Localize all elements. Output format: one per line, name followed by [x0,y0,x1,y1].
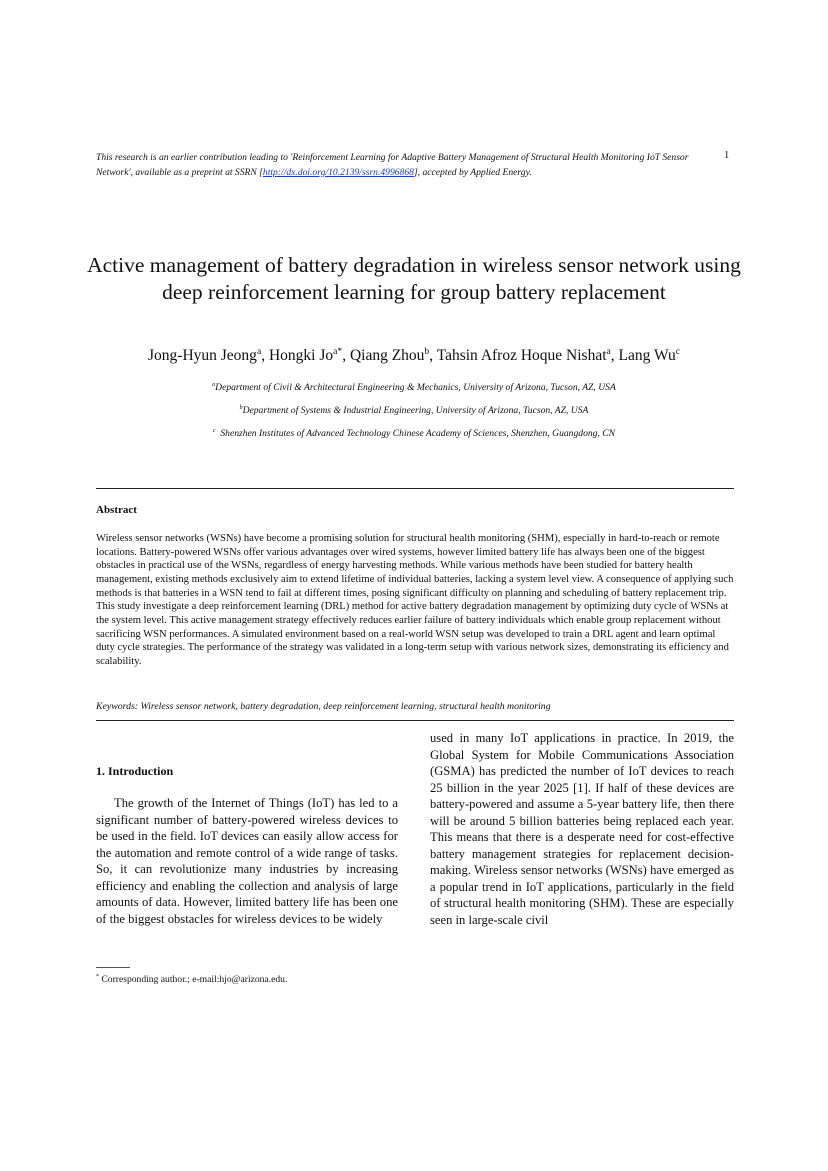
abstract-text: Wireless sensor networks (WSNs) have become a promising solution for structural health monitoring (SHM), especially in hard-to-reach or remote locations. Battery-powered WSNs offer various advantages over wired systems, however limited battery life has always been one of the biggest obstacles in practical use of the WSNs, regardless of energy harvesting methods. While various methods have been studied for battery health management, existing methods exclusively aim to extend lifetime of individual batteries, lacking a system level view. A consequence of applying such methods is that batteries in a WSN tend to fail at different times, posing significant difficulty on planning and scheduling of battery replacement trip. This study investigate a deep reinforcement learning (DRL) method for active battery degradation management by optimizing duty cycle of WSNs at the system level. This active management strategy effectively reduces earlier failure of battery individuals which enable group replacement without sacrificing WSN performances. A simulated environment based on a real-world WSN setup was developed to train a DRL agent and learn optimal duty cycle strategies. The performance of the strategy was validated in a long-term setup with various network sizes, demonstrating its efficiency and scalability. [96,533,734,667]
affiliation-c [60,428,768,439]
abstract-top-rule [96,488,734,489]
affiliation-a [60,382,768,393]
intro-left-column: The growth of the Internet of Things (IoT) has led to a significant number of battery-powered wireless devices to be used in the field. IoT devices can easily allow access for the automation and remote control of a wide range of tasks. So, it can revolutionize many industries by increasing efficiency and enabling the collection and analysis of large amounts of data. However, limited battery life has been one of the biggest obstacles for wireless devices to be widely [96,796,398,926]
abstract-heading: Abstract [96,504,137,516]
affiliation-mark: c [212,427,216,434]
footnote-mark: * [96,973,99,980]
author-name: Hongki Jo [268,347,334,364]
section-heading-introduction: 1. Introduction [96,764,174,778]
footnote-text: Corresponding author.; e-mail:hjo@arizona.edu. [98,974,288,985]
affiliation-text: Department of Systems & Industrial Engineering, University of Arizona, Tucson, AZ, USA [242,405,589,416]
author-affiliation-mark: a [256,345,262,357]
abstract-bottom-rule [96,720,734,721]
affiliation-b [60,405,768,416]
intro-right-column: used in many IoT applications in practice. In 2019, the Global System for Mobile Communications Association (GSMA) has predicted the number of IoT devices to reach 25 billion in the year 2025 [1]. If half of these devices are battery-powered and assume a 5-year battery life, then there will be around 5 billion batteries being replaced each year. This means that there is a desperate need for cost-effective battery management strategies for replacement decision-making. Wireless sensor networks (WSNs) have emerged as a popular trend in IoT applications, particularly in the field of structural health monitoring (SHM). These are especially seen in large-scale civil [430,731,734,927]
footnote [96,974,287,985]
author-affiliation-mark: c [675,345,680,357]
header-note-text-2: ], accepted by Applied Energy. [413,167,532,178]
author-name: Qiang Zhou [349,347,425,364]
author-name: Tahsin Afroz Hoque Nishat [436,347,607,364]
author-list: Jong-Hyun Jeong$^a$, Hongki $Jo^{a*}$, Qiang Zhou$^b$, Tahsin Afroz Hoque Nishat$^a$, Lang Wu$^c$ [148,345,680,364]
affiliation-mark: a [212,381,216,388]
keywords: Keywords: Wireless sensor network, battery degradation, deep reinforcement learning, structural health monitoring [96,701,551,712]
affiliation-mark: b [239,404,243,411]
author-name: Jong-Hyun Jeong [148,347,257,364]
author-affiliation-mark: a [606,345,611,357]
header-note-text-1: This research is an earlier contribution leading to 'Reinforcement Learning for Adaptive Battery Management of Structural Health Monitoring IoT Sensor Network', available as a preprint at SSRN [ [96,152,689,178]
author-name: Lang Wu [618,347,676,364]
author-affiliation-mark: a* [333,345,343,357]
author-affiliation-mark: b [424,345,430,357]
header-note [96,150,716,180]
affiliation-text: Department of Civil & Architectural Engineering & Mechanics, University of Arizona, Tucson, AZ, USA [215,382,616,393]
doi-link[interactable]: http://dx.doi.org/10.2139/ssrn.4996868 [262,167,414,178]
paper-title: Active management of battery degradation in wireless sensor network using deep reinforcement learning for group battery replacement [87,253,741,304]
footnote-rule [96,967,130,968]
affiliation-text: Shenzhen Institutes of Advanced Technology Chinese Academy of Sciences, Shenzhen, Guangdong, CN [220,428,616,439]
page-number: 1 [724,150,730,161]
